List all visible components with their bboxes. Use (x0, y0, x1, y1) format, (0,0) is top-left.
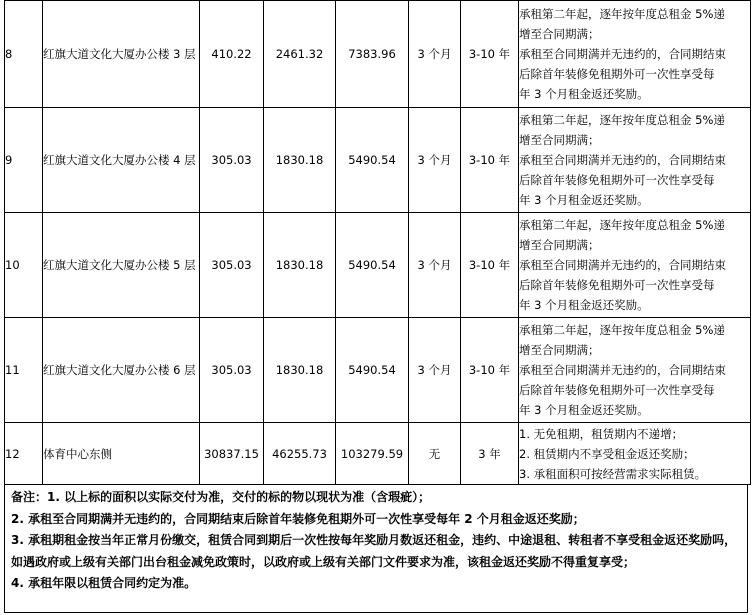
table-row (5, 1, 751, 108)
note-line: 增至合同期满； (519, 133, 600, 147)
lease-term: 3 年 (461, 423, 519, 485)
free-period: 3 个月 (409, 318, 461, 423)
remark-2: 2. 承租至合同期满并无违约的，合同期结束后除首年装修免租期外可一次性享受每年 2 个月租金返还奖励； (11, 511, 585, 526)
monthly-rent-value: 1830.18 (264, 108, 336, 213)
monthly-rent-value: 2461.32 (264, 1, 336, 108)
area-value: 305.03 (200, 108, 264, 213)
lease-term: 3-10 年 (461, 318, 519, 423)
table-row (5, 108, 751, 213)
area-value: 30837.15 (200, 423, 264, 485)
remark-4: 4. 承租年限以租赁合同约定为准。 (11, 576, 197, 590)
note-line: 承租至合同期满并无违约的，合同期结束 (519, 153, 726, 167)
property-name: 红旗大道文化大厦办公楼 4 层 (43, 108, 200, 213)
note-line: 承租第二年起，逐年按年度总租金 5%递 (519, 218, 725, 232)
note-line: 年 3 个月租金返还奖励。 (519, 298, 649, 312)
table-row (5, 213, 751, 318)
property-name: 红旗大道文化大厦办公楼 5 层 (43, 213, 200, 318)
note-line: 年 3 个月租金返还奖励。 (519, 403, 649, 417)
free-period: 无 (409, 423, 461, 485)
lease-term: 3-10 年 (461, 108, 519, 213)
lease-table (4, 0, 751, 485)
note-line: 2. 租赁期内不享受租金返还奖励； (519, 446, 695, 461)
table-row (5, 423, 751, 485)
rent-notes (519, 423, 751, 485)
note-line: 承租第二年起，逐年按年度总租金 5%递 (519, 7, 725, 21)
property-name: 体育中心东侧 (43, 423, 200, 485)
note-line: 后除首年装修免租期外可一次性享受每 (519, 278, 715, 292)
lease-term: 3-10 年 (461, 213, 519, 318)
table-row (5, 318, 751, 423)
row-number: 12 (5, 423, 43, 485)
rent-value: 7383.96 (336, 1, 409, 108)
note-line: 1. 无免租期，租赁期内不递增； (519, 426, 684, 441)
area-value: 410.22 (200, 1, 264, 108)
rent-notes (519, 213, 751, 318)
row-number: 9 (5, 108, 43, 213)
property-name: 红旗大道文化大厦办公楼 6 层 (43, 318, 200, 423)
note-line: 承租至合同期满并无违约的，合同期结束 (519, 258, 726, 272)
note-line: 承租第二年起，逐年按年度总租金 5%递 (519, 113, 725, 127)
note-line: 年 3 个月租金返还奖励。 (519, 87, 649, 101)
note-line: 承租至合同期满并无违约的，合同期结束 (519, 47, 726, 61)
note-line: 承租至合同期满并无违约的，合同期结束 (519, 363, 726, 377)
note-line: 后除首年装修免租期外可一次性享受每 (519, 173, 715, 187)
note-line: 增至合同期满； (519, 238, 600, 252)
monthly-rent-value: 46255.73 (264, 423, 336, 485)
note-line: 后除首年装修免租期外可一次性享受每 (519, 67, 715, 81)
area-value: 305.03 (200, 318, 264, 423)
note-line: 承租第二年起，逐年按年度总租金 5%递 (519, 323, 725, 337)
property-name: 红旗大道文化大厦办公楼 3 层 (43, 1, 200, 108)
area-value: 305.03 (200, 213, 264, 318)
rent-value: 103279.59 (336, 423, 409, 485)
free-period: 3 个月 (409, 108, 461, 213)
note-line: 3. 承租面积可按经营需求实际租赁。 (519, 466, 707, 481)
free-period: 3 个月 (409, 1, 461, 108)
remarks-block (4, 485, 748, 613)
row-number: 8 (5, 1, 43, 108)
note-line: 后除首年装修免租期外可一次性享受每 (519, 383, 715, 397)
rent-notes (519, 108, 751, 213)
lease-term: 3-10 年 (461, 1, 519, 108)
monthly-rent-value: 1830.18 (264, 318, 336, 423)
note-line: 增至合同期满； (519, 27, 600, 41)
remark-1: 备注：1. 以上标的面积以实际交付为准，交付的标的物以现状为准（含瑕疵）； (11, 490, 431, 504)
row-number: 11 (5, 318, 43, 423)
note-line: 增至合同期满； (519, 343, 600, 357)
rent-notes (519, 318, 751, 423)
free-period: 3 个月 (409, 213, 461, 318)
rent-value: 5490.54 (336, 213, 409, 318)
rent-value: 5490.54 (336, 108, 409, 213)
monthly-rent-value: 1830.18 (264, 213, 336, 318)
row-number: 10 (5, 213, 43, 318)
rent-value: 5490.54 (336, 318, 409, 423)
note-line: 年 3 个月租金返还奖励。 (519, 193, 649, 207)
rent-notes (519, 1, 751, 108)
remark-3: 3. 承租期租金按当年正常月份缴交，租赁合同到期后一次性按每年奖励月数返还租金，违约、中途退租、转租者不享受租金返还奖励吗，如遇政府或上级有关部门出台租金减免政策时，以政府或上级有关部门文件要求为准，该租金返还奖励不得重复享受； (11, 533, 737, 569)
